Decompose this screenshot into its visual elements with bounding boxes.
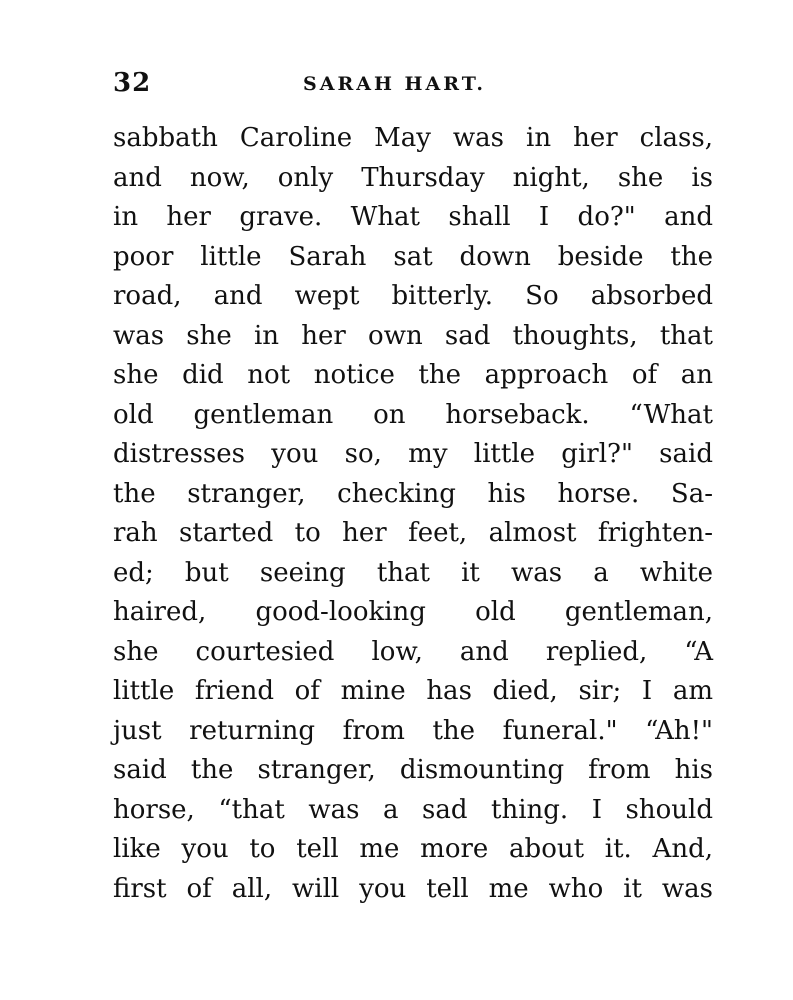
text-line: little friend of mine has died, sir; I am bbox=[113, 676, 713, 706]
text-line: said the stranger, dismounting from his bbox=[113, 755, 713, 785]
text-line: was she in her own sad thoughts, that bbox=[113, 320, 713, 351]
text-line: the stranger, checking his horse. Sa- bbox=[113, 478, 713, 509]
text-line: distresses you so, my little girl?" said bbox=[113, 439, 713, 469]
text-line: haired, good-looking old gentleman, bbox=[113, 597, 713, 627]
text-line: poor little Sarah sat down beside the bbox=[113, 241, 713, 272]
running-head: SARAH HART. bbox=[303, 73, 487, 95]
text-line: rah started to her feet, almost frighten- bbox=[113, 518, 713, 548]
body-text bbox=[113, 119, 713, 909]
page-number: 32 bbox=[113, 68, 152, 98]
text-line: sabbath Caroline May was in her class, bbox=[113, 123, 713, 153]
text-line: road, and wept bitterly. So absorbed bbox=[113, 281, 713, 311]
text-line: and now, only Thursday night, she is bbox=[113, 162, 713, 193]
text-line: first of all, will you tell me who it was bbox=[113, 873, 713, 904]
text-line: like you to tell me more about it. And, bbox=[113, 834, 713, 864]
text-line: old gentleman on horseback. “What bbox=[113, 399, 713, 430]
text-line: she courtesied low, and replied, “A bbox=[113, 636, 713, 667]
page-header bbox=[113, 68, 713, 108]
text-line: in her grave. What shall I do?" and bbox=[113, 202, 713, 232]
text-line: just returning from the funeral." “Ah!" bbox=[113, 715, 713, 746]
text-line: she did not notice the approach of an bbox=[113, 360, 713, 390]
text-line: horse, “that was a sad thing. I should bbox=[113, 794, 713, 825]
text-line: ed; but seeing that it was a white bbox=[113, 557, 713, 588]
